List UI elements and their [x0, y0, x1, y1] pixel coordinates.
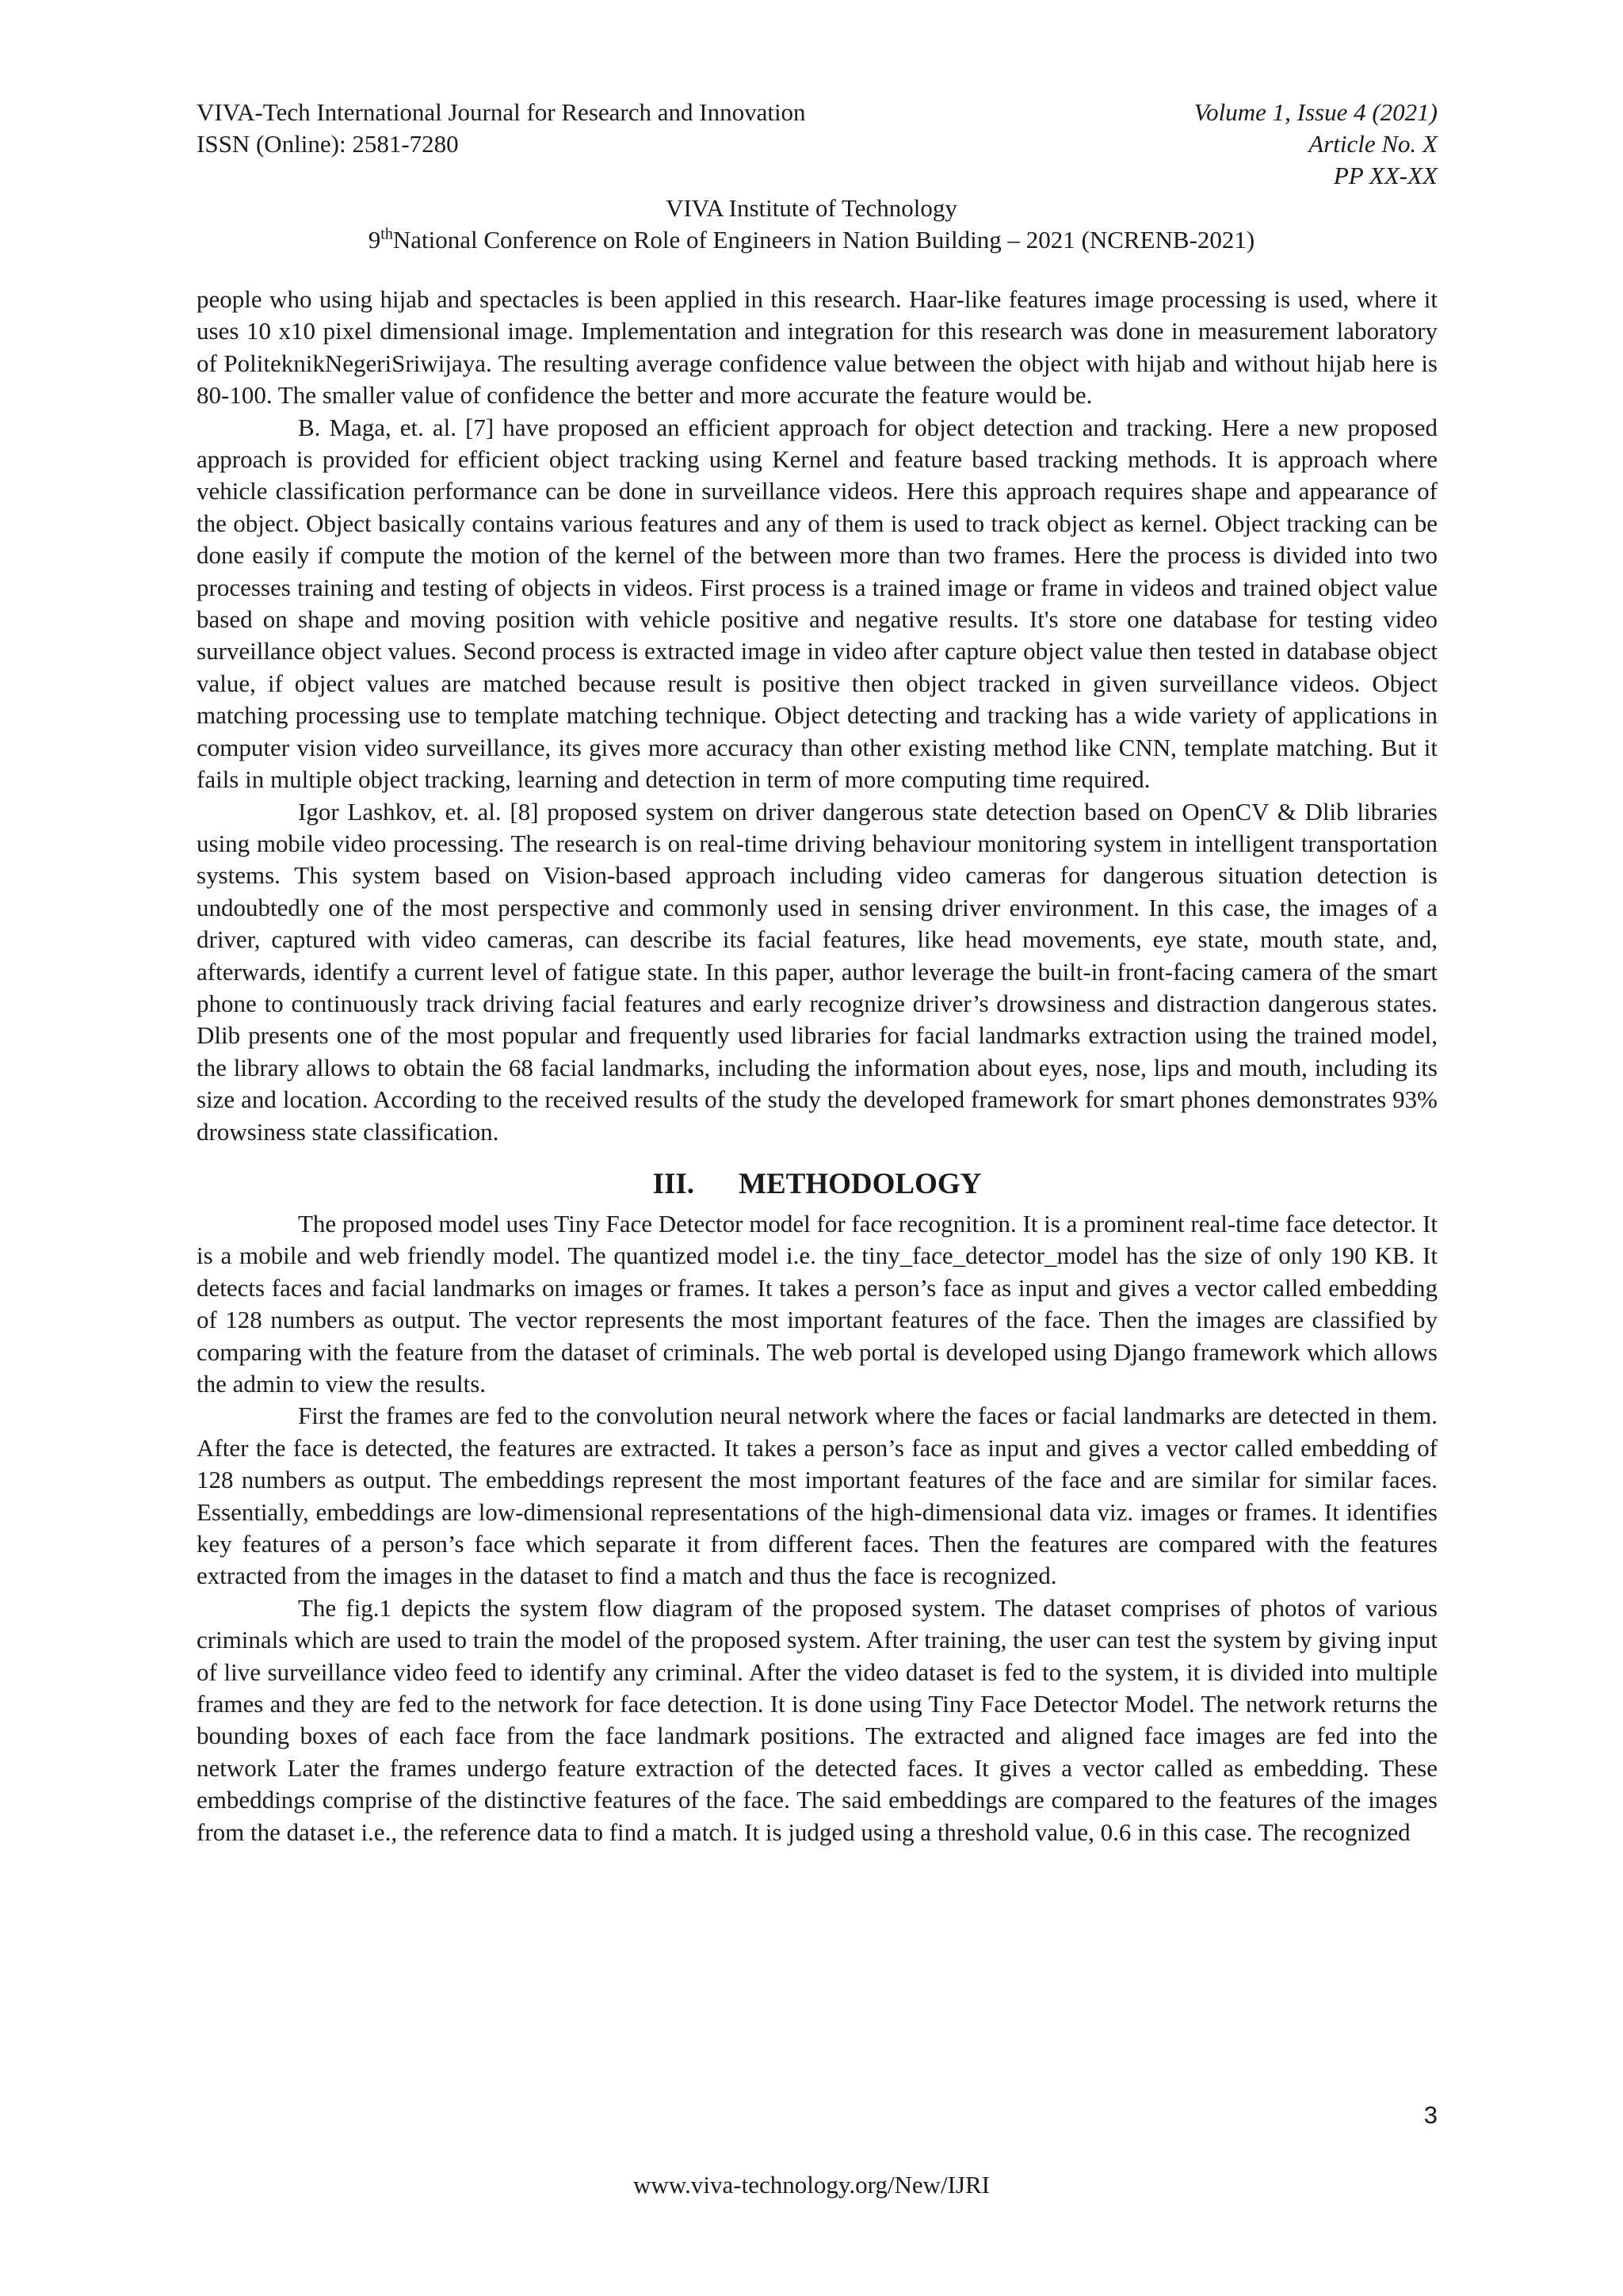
paragraph: Igor Lashkov, et. al. [8] proposed system on driver dangerous state detection based on OpenCV & Dlib libraries using mobile video processing. The research is on real-time driving behaviour monitoring system in intelligent transportation systems. This system based on Vision-based approach including video cameras for dangerous situation detection is undoubtedly one of the most perspective and commonly used in sensing driver environment. In this case, the images of a driver, captured with video cameras, can describe its facial features, like head movements, eye state, mouth state, and, afterwards, identify a current level of fatigue state. In this paper, author leverage the built-in front-facing camera of the smart phone to continuously track driving facial features and early recognize driver’s drowsiness and distraction dangerous states. Dlib presents one of the most popular and frequently used libraries for facial landmarks extraction using the trained model, the library allows to obtain the 68 facial landmarks, including the information about eyes, nose, lips and mouth, including its size and location. According to the received results of the study the developed framework for smart phones demonstrates 93% drowsiness state classification. — [197, 797, 1438, 1146]
section-title: METHODOLOGY — [739, 1167, 982, 1200]
paragraph: people who using hijab and spectacles is been applied in this research. Haar-like features image processing is used, where it uses 10 x10 pixel dimensional image. Implementation and integration for this research was done in measurement laboratory of PoliteknikNegeriSriwijaya. The resulting average confidence value between the object with hijab and without hijab here is 80-100. The smaller value of confidence the better and more accurate the feature would be. — [197, 285, 1438, 410]
section-number: III. — [652, 1167, 695, 1200]
conference-ordinal-suffix: th — [380, 225, 393, 243]
section-heading — [197, 1165, 1438, 1203]
running-header-right — [1194, 97, 1438, 192]
paragraph: The proposed model uses Tiny Face Detector model for face recognition. It is a prominent real-time face detector. It is a mobile and web friendly model. The quantized model i.e. the tiny_face_detector_model has the size of only 190 KB. It detects faces and facial landmarks on images or frames. It takes a person’s face as input and gives a vector called embedding of 128 numbers as output. The vector represents the most important features of the face. Then the images are classified by comparing with the feature from the dataset of criminals. The web portal is developed using Django framework which allows the admin to view the results. — [197, 1209, 1438, 1398]
volume-issue: Volume 1, Issue 4 (2021) — [1193, 98, 1438, 126]
institute-name: VIVA Institute of Technology — [666, 194, 957, 222]
conference-header — [0, 193, 1623, 256]
conference-title — [0, 224, 1623, 256]
conference-ordinal: 9 — [368, 226, 381, 254]
issn: ISSN (Online): 2581-7280 — [197, 130, 459, 158]
page-number: 3 — [1423, 2101, 1438, 2129]
paragraph: B. Maga, et. al. [7] have proposed an efficient approach for object detection and tracking. Here a new proposed approach is provided for efficient object tracking using Kernel and feature based tracking methods. It is approach where vehicle classification performance can be done in surveillance videos. Here this approach requires shape and appearance of the object. Object basically contains various features and any of them is used to track object as kernel. Object tracking can be done easily if compute the motion of the kernel of the between more than two frames. Here the process is divided into two processes training and testing of objects in videos. First process is a trained image or frame in videos and trained object value based on shape and moving position with vehicle positive and negative results. It's store one database for testing video surveillance object values. Second process is extracted image in video after capture object value then tested in database object value, if object values are matched because result is positive then object tracked in given surveillance videos. Object matching processing use to template matching technique. Object detecting and tracking has a wide variety of applications in computer vision video surveillance, its gives more accuracy than other existing method like CNN, template matching. But it fails in multiple object tracking, learning and detection in term of more computing time required. — [197, 413, 1438, 794]
journal-name: VIVA-Tech International Journal for Research and Innovation — [197, 98, 806, 126]
paragraph: First the frames are fed to the convolution neural network where the faces or facial landmarks are detected in them. After the face is detected, the features are extracted. It takes a person’s face as input and gives a vector called embedding of 128 numbers as output. The embeddings represent the most important features of the face and are similar for similar faces. Essentially, embeddings are low-dimensional representations of the high-dimensional data viz. images or frames. It identifies key features of a person’s face which separate it from different faces. Then the features are compared with the features extracted from the images in the dataset to find a match and thus the face is recognized. — [197, 1402, 1438, 1590]
conference-name: National Conference on Role of Engineers in Nation Building – 2021 (NCRENB-2021) — [392, 226, 1255, 254]
article-body — [197, 284, 1438, 1848]
paragraph: The fig.1 depicts the system flow diagram of the proposed system. The dataset comprises of photos of various criminals which are used to train the model of the proposed system. After training, the user can test the system by giving input of live surveillance video feed to identify any criminal. After the video dataset is fed to the system, it is divided into multiple frames and they are fed to the network for face detection. It is done using Tiny Face Detector Model. The network returns the bounding boxes of each face from the face landmark positions. The extracted and aligned face images are fed into the network Later the frames undergo feature extraction of the detected faces. It gives a vector called as embedding. These embeddings comprise of the distinctive features of the face. The said embeddings are compared to the features of the images from the dataset i.e., the reference data to find a match. It is judged using a threshold value, 0.6 in this case. The recognized — [197, 1593, 1438, 1846]
footer-url: www.viva-technology.org/New/IJRI — [633, 2171, 990, 2199]
running-header-left — [197, 97, 806, 160]
page-range: PP XX-XX — [1333, 162, 1438, 189]
article-number: Article No. X — [1308, 130, 1438, 158]
